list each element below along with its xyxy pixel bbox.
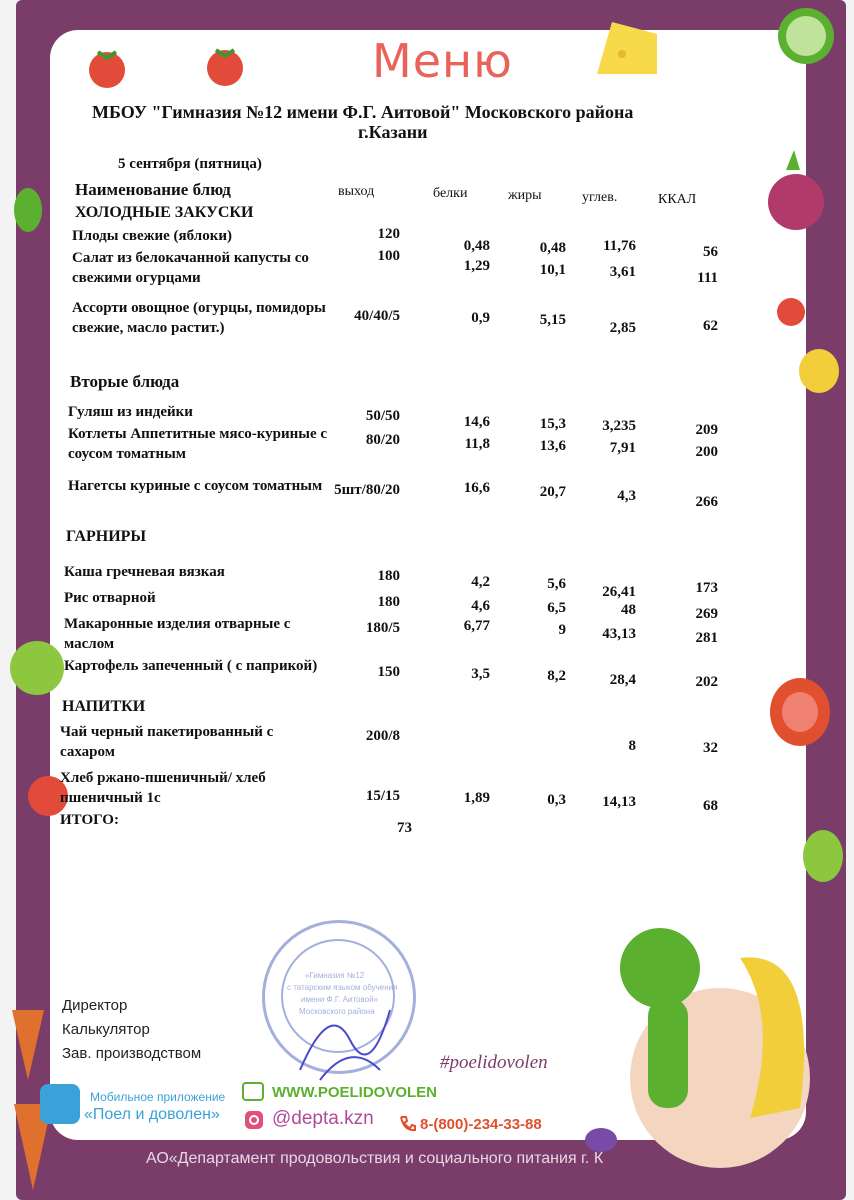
school-name-line2: г.Казани bbox=[358, 122, 428, 142]
cell-out: 40/40/5 bbox=[354, 308, 400, 324]
phone-number[interactable]: 8-(800)-234-33-88 bbox=[420, 1116, 542, 1133]
dish-name: Котлеты Аппетитные мясо-куриные с соусом томатным bbox=[68, 426, 328, 462]
tomato-icon bbox=[86, 36, 128, 96]
section-drinks: НАПИТКИ bbox=[62, 698, 146, 715]
tomato-icon bbox=[204, 34, 246, 94]
meat-icon bbox=[766, 676, 834, 748]
broccoli-banana-icon bbox=[600, 918, 830, 1168]
lemon-icon bbox=[796, 346, 842, 396]
header-output: выход bbox=[338, 184, 375, 199]
total-label: ИТОГО: bbox=[60, 812, 119, 828]
school-name-line1: МБОУ "Гимназия №12 имени Ф.Г. Аитовой" Московского района bbox=[92, 102, 634, 122]
instagram-link[interactable]: @depta.kzn bbox=[272, 1108, 374, 1129]
dish-name: Картофель запеченный ( с паприкой) bbox=[64, 658, 318, 674]
cell-p: 1,89 bbox=[463, 790, 490, 806]
hashtag: #poelidovolen bbox=[440, 1052, 548, 1073]
dish-name: Салат из белокачанной капусты со свежими огурцами bbox=[72, 250, 309, 286]
cell-k: 173 bbox=[695, 580, 718, 596]
cell-k: 62 bbox=[703, 318, 718, 334]
cell-f: 0,48 bbox=[539, 240, 566, 256]
leaf-icon bbox=[12, 186, 44, 234]
company-name: АО«Департамент продовольствия и социального питания г. К bbox=[146, 1150, 604, 1167]
cell-k: 281 bbox=[695, 630, 718, 646]
section-cold: ХОЛОДНЫЕ ЗАКУСКИ bbox=[75, 204, 254, 221]
cell-out: 15/15 bbox=[365, 788, 400, 804]
cell-out: 180 bbox=[377, 568, 400, 584]
cell-k: 202 bbox=[695, 674, 718, 690]
leaf-icon bbox=[800, 828, 846, 884]
tomato-icon bbox=[772, 292, 810, 328]
cell-c: 14,13 bbox=[602, 794, 636, 810]
cell-out: 180 bbox=[377, 594, 400, 610]
label-director: Директор bbox=[62, 997, 128, 1014]
cell-f: 10,1 bbox=[539, 262, 566, 278]
cell-p: 4,6 bbox=[471, 598, 490, 614]
cell-out: 80/20 bbox=[365, 432, 400, 448]
cheese-icon bbox=[592, 14, 662, 80]
cell-out: 5шт/80/20 bbox=[334, 482, 400, 498]
signature-icon bbox=[290, 980, 420, 1090]
cell-c: 43,13 bbox=[602, 626, 636, 642]
cell-c: 7,91 bbox=[609, 440, 636, 456]
app-icon[interactable] bbox=[40, 1084, 80, 1124]
instagram-icon bbox=[244, 1110, 264, 1130]
dish-name: Чай черный пакетированный с сахаром bbox=[60, 724, 274, 760]
cell-out: 200/8 bbox=[365, 728, 400, 744]
cell-p: 11,8 bbox=[464, 436, 490, 452]
cell-out: 50/50 bbox=[365, 408, 400, 424]
app-name[interactable]: «Поел и доволен» bbox=[84, 1106, 220, 1123]
cell-f: 9 bbox=[558, 622, 566, 638]
label-calculator: Калькулятор bbox=[62, 1021, 150, 1038]
cell-k: 269 bbox=[695, 606, 718, 622]
beet-icon bbox=[764, 150, 828, 242]
menu-date: 5 сентября (пятница) bbox=[118, 156, 262, 172]
stamp-text: Московского района bbox=[299, 1007, 375, 1016]
header-dish: Наименование блюд bbox=[75, 180, 231, 199]
dish-name: Плоды свежие (яблоки) bbox=[72, 228, 232, 244]
cell-k: 56 bbox=[703, 244, 718, 260]
cell-f: 20,7 bbox=[539, 484, 566, 500]
cell-p: 3,5 bbox=[471, 666, 490, 682]
cell-out: 100 bbox=[377, 248, 400, 264]
section-garnish: ГАРНИРЫ bbox=[66, 528, 147, 545]
cell-p: 0,48 bbox=[463, 238, 490, 254]
globe-icon bbox=[242, 1082, 264, 1102]
cell-k: 200 bbox=[695, 444, 718, 460]
cell-p: 6,77 bbox=[463, 618, 490, 634]
cell-out: 180/5 bbox=[365, 620, 400, 636]
cell-c: 28,4 bbox=[609, 672, 636, 688]
cell-k: 32 bbox=[703, 740, 718, 756]
cell-p: 4,2 bbox=[471, 574, 490, 590]
stamp-text: «Гимназия №12 bbox=[305, 971, 365, 980]
cell-p: 16,6 bbox=[463, 480, 490, 496]
cell-c: 4,3 bbox=[617, 488, 636, 504]
header-carbs: углев. bbox=[582, 190, 618, 205]
cell-f: 8,2 bbox=[547, 668, 566, 684]
phone-icon bbox=[398, 1114, 416, 1132]
label-production: Зав. производством bbox=[62, 1045, 202, 1062]
cell-c: 3,235 bbox=[602, 418, 636, 434]
cell-f: 15,3 bbox=[539, 416, 566, 432]
apple-icon bbox=[6, 628, 68, 698]
dish-name: Нагетсы куриные с соусом томатным bbox=[68, 478, 323, 494]
header-fats: жиры bbox=[508, 188, 542, 203]
cell-f: 0,3 bbox=[547, 792, 566, 808]
cell-f: 5,15 bbox=[539, 312, 566, 328]
cell-p: 14,6 bbox=[463, 414, 490, 430]
stamp-text: с татарским языком обучения bbox=[287, 983, 398, 992]
stamp-text: имени Ф.Г. Аитовой» bbox=[301, 995, 378, 1004]
cell-c: 11,76 bbox=[603, 238, 636, 254]
cell-c: 3,61 bbox=[609, 264, 636, 280]
app-label: Мобильное приложение bbox=[90, 1090, 226, 1104]
dish-name: Рис отварной bbox=[64, 590, 156, 606]
dish-name: Гуляш из индейки bbox=[68, 404, 193, 420]
header-proteins: белки bbox=[433, 186, 468, 201]
dish-name: Макаронные изделия отварные с маслом bbox=[64, 616, 291, 652]
dish-name: Каша гречневая вязкая bbox=[64, 564, 225, 580]
cell-f: 6,5 bbox=[547, 600, 566, 616]
header-kcal: ККАЛ bbox=[658, 192, 697, 207]
cell-out: 150 bbox=[377, 664, 400, 680]
section-second: Вторые блюда bbox=[70, 372, 180, 391]
website-link[interactable]: WWW.POELIDOVOLEN bbox=[272, 1084, 437, 1101]
cell-c: 8 bbox=[628, 738, 636, 754]
cell-f: 13,6 bbox=[539, 438, 566, 454]
cell-p: 1,29 bbox=[463, 258, 490, 274]
cell-k: 209 bbox=[695, 422, 718, 438]
total-value: 73 bbox=[397, 820, 412, 836]
cucumber-icon bbox=[764, 6, 848, 66]
cell-p: 0,9 bbox=[471, 310, 490, 326]
cell-k: 111 bbox=[697, 270, 718, 286]
dish-name: Хлеб ржано-пшеничный/ хлеб пшеничный 1с bbox=[60, 770, 266, 806]
cell-f: 5,6 bbox=[547, 576, 566, 592]
cell-c: 48 bbox=[621, 602, 636, 618]
page-title: Меню bbox=[372, 34, 513, 88]
cell-k: 266 bbox=[695, 494, 718, 510]
cell-c: 2,85 bbox=[609, 320, 636, 336]
dish-name: Ассорти овощное (огурцы, помидоры свежие, масло растит.) bbox=[72, 300, 326, 336]
cell-out: 120 bbox=[377, 226, 400, 242]
cell-c: 26,41 bbox=[602, 584, 636, 600]
cell-k: 68 bbox=[703, 798, 718, 814]
carrot-icon bbox=[8, 1000, 48, 1084]
